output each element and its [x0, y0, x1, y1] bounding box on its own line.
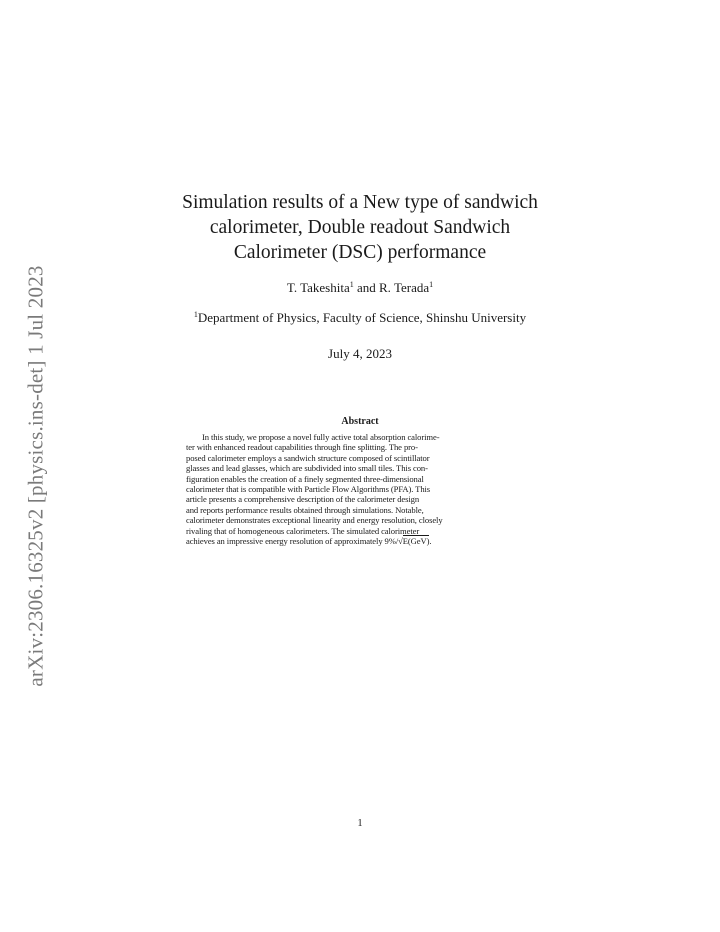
abstract-line: In this study, we propose a novel fully active total absorption calorime-	[202, 432, 440, 442]
affiliation-text: Department of Physics, Faculty of Science, Shinshu University	[197, 310, 527, 325]
abstract-last-line	[186, 536, 542, 546]
sqrt-symbol: √	[398, 536, 403, 547]
abstract-line: glasses and lead glasses, which are subdivided into small tiles. This con-	[186, 463, 428, 474]
abstract-line: ter with enhanced readout capabilities through fine splitting. The pro-	[186, 442, 418, 453]
abstract-heading: Abstract	[341, 416, 379, 427]
abstract-line: article presents a comprehensive description of the calorimeter design	[186, 494, 420, 505]
abstract-line: calorimeter demonstrates exceptional linearity and energy resolution, closely	[186, 515, 443, 526]
affiliation-mark: 1	[349, 280, 354, 289]
title-line: calorimeter, Double readout Sandwich	[209, 217, 511, 238]
sqrt-content: E(GeV)	[402, 536, 430, 547]
author-name: T. Takeshita	[286, 280, 350, 295]
abstract-line-text: achieves an impressive energy resolution of approximately 9%/	[186, 536, 399, 547]
abstract-line-end: .	[429, 536, 432, 547]
abstract-line: posed calorimeter employs a sandwich structure composed of scintillator	[186, 452, 430, 463]
author-connector: and	[353, 280, 380, 295]
page-number: 1	[357, 818, 363, 829]
arxiv-identifier: arXiv:2306.16325v2 [physics.ins-det] 1 Jul 2023	[23, 265, 48, 687]
abstract-line: calorimeter that is compatible with Particle Flow Algorithms (PFA). This	[186, 484, 431, 495]
title-line: Simulation results of a New type of sandwich	[182, 192, 538, 213]
affiliation-mark: 1	[193, 310, 198, 319]
paper-title	[140, 190, 580, 265]
abstract-line: figuration enables the creation of a finely segmented three-dimensional	[186, 473, 424, 484]
abstract-body	[186, 432, 542, 546]
publication-date: July 4, 2023	[328, 346, 392, 361]
abstract-line: rivaling that of homogeneous calorimeters. The simulated calorimeter	[186, 525, 420, 536]
abstract-line: and reports performance results obtained through simulations. Notable,	[186, 504, 424, 515]
affiliation	[100, 310, 620, 326]
title-line: Calorimeter (DSC) performance	[233, 242, 487, 263]
author-name: R. Terada	[379, 280, 430, 295]
author-list	[140, 280, 580, 296]
affiliation-mark: 1	[429, 280, 434, 289]
